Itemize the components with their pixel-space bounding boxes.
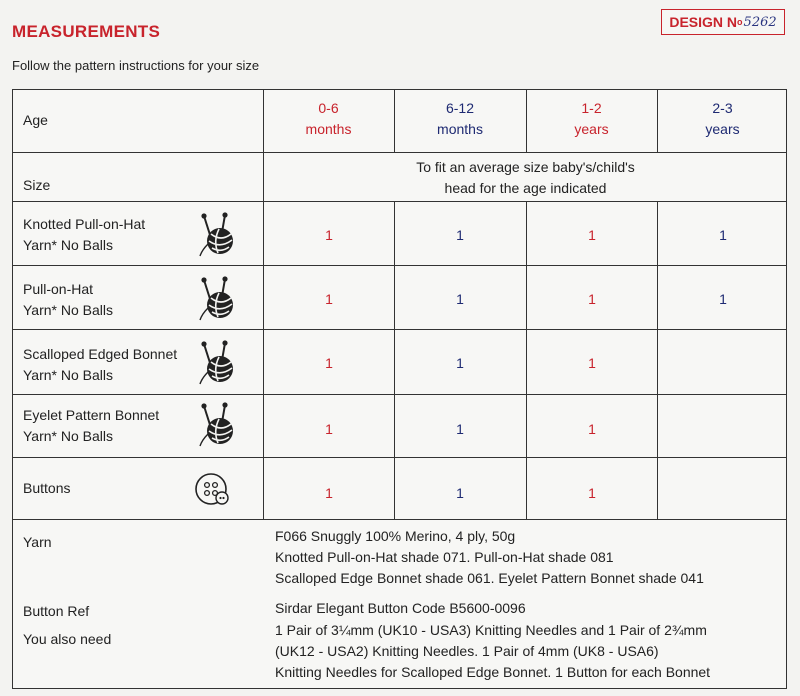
also-need-label: You also need [23,631,112,647]
yarn-ball-icon [199,212,241,258]
value-6-12: 1 [456,355,464,371]
button-ref-text: Sirdar Elegant Button Code B5600-0096 [275,600,526,616]
age-label: Age [23,112,48,128]
value-0-6: 1 [325,355,333,371]
value-1-2: 1 [588,227,596,243]
row-label: Scalloped Edged Bonnet Yarn* No Balls [23,346,178,383]
page-title: MEASUREMENTS [12,22,161,41]
yarn-label: Yarn [23,534,52,550]
design-label: DESIGN N [669,14,738,30]
age-column-1-2: 1-2 years [574,100,609,137]
yarn-ball-icon [199,340,241,386]
value-0-6: 1 [325,485,333,501]
subtitle: Follow the pattern instructions for your size [12,58,260,73]
value-6-12: 1 [456,485,464,501]
value-2-3: 1 [719,291,727,307]
value-1-2: 1 [588,485,596,501]
design-number-badge [661,9,785,35]
yarn-ball-icon [199,402,241,448]
design-number: 5262 [743,14,777,30]
value-0-6: 1 [325,227,333,243]
design-superscript: o [737,17,743,27]
age-column-0-6: 0-6 months [305,100,352,137]
size-description: To fit an average size baby's/child's head for the age indicated [416,159,635,196]
value-2-3: 1 [719,227,727,243]
row-label: Pull-on-Hat Yarn* No Balls [23,281,114,318]
row-label: Eyelet Pattern Bonnet Yarn* No Balls [23,407,160,444]
value-0-6: 1 [325,421,333,437]
value-0-6: 1 [325,291,333,307]
value-6-12: 1 [456,291,464,307]
age-column-2-3: 2-3 years [705,100,740,137]
value-1-2: 1 [588,355,596,371]
yarn-ball-icon [199,276,241,322]
measurements-table [12,89,787,689]
row-label: Knotted Pull-on-Hat Yarn* No Balls [23,216,146,253]
button-icon [193,471,233,511]
value-6-12: 1 [456,227,464,243]
row-label: Buttons [23,480,71,496]
value-1-2: 1 [588,291,596,307]
age-column-6-12: 6-12 months [437,100,483,137]
value-6-12: 1 [456,421,464,437]
value-1-2: 1 [588,421,596,437]
button-ref-label: Button Ref [23,603,90,619]
yarn-details: F066 Snuggly 100% Merino, 4 ply, 50g Knotted Pull-on-Hat shade 071. Pull-on-Hat shade 081 Scalloped Edge Bonnet shade 061. Eyelet Pattern Bonnet shade 041 [275,528,704,586]
size-label: Size [23,177,51,193]
also-need-text: 1 Pair of 3¼mm (UK10 - USA3) Knitting Needles and 1 Pair of 2¾mm (UK12 - USA2) Knitting Needles. 1 Pair of 4mm (UK8 - USA6) Knitting Needles for Scalloped Edge Bonnet. 1 Button for each Bonnet [275,622,711,680]
